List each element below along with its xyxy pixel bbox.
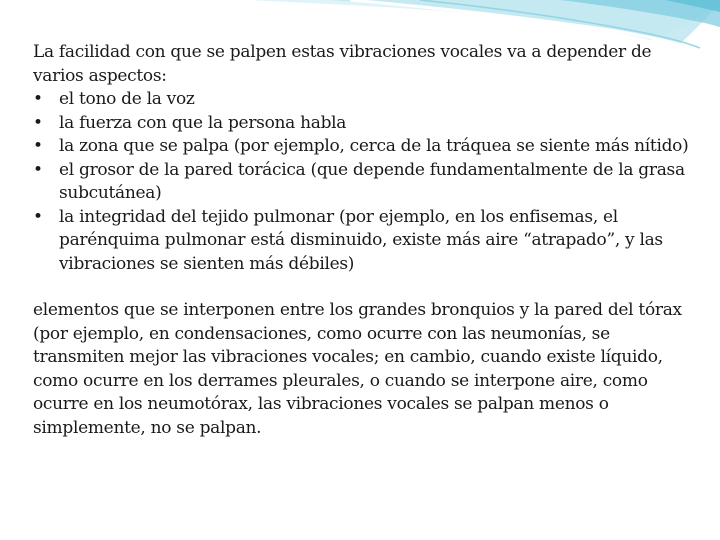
intro-text: La facilidad con que se palpen estas vibraciones vocales va a depender de varios aspectos:	[33, 42, 652, 86]
list-item: • la integridad del tejido pulmonar (por ejemplo, en los enfisemas, el parénquima pulmonar está disminuido, existe más aire “atrapado”, y las vibraciones se sienten más débiles)	[33, 206, 698, 277]
list-item: • la zona que se palpa (por ejemplo, cerca de la tráquea se siente más nítido)	[33, 135, 698, 159]
list-item: • el grosor de la pared torácica (que depende fundamentalmente de la grasa subcutánea)	[33, 159, 698, 206]
closing-paragraph: elementos que se interponen entre los grandes bronquios y la pared del tórax (por ejemplo, en condensaciones, como ocurre con las neumonías, se transmiten mejor las vibraciones vocales; en cambio, cuando existe líquido, como ocurre en los derrames pleurales, o cuando se interpone aire, como ocurre en los neumotórax, las vibraciones vocales se palpan menos o simplemente, no se palpan.	[33, 300, 682, 438]
list-item: • la fuerza con que la persona habla	[33, 112, 698, 136]
slide-body	[33, 41, 698, 440]
list-item: • el tono de la voz	[33, 88, 698, 112]
aspects-list	[33, 88, 698, 276]
